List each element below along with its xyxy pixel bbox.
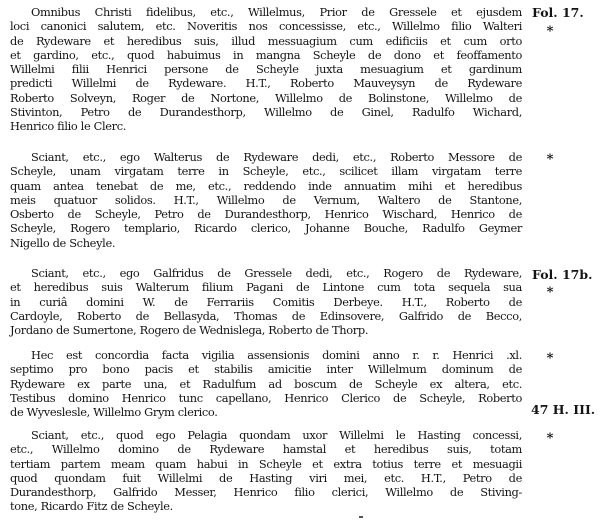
entry-line: tone, Ricardo Fitz de Scheyle. — [10, 499, 173, 514]
entry-line: de Rydeware et heredibus suis, illud messuagium cum edificiis et cum orto — [10, 33, 522, 48]
charter-entry-3 — [10, 266, 522, 337]
entry-line: Durandesthorp, Galfrido Messer, Henrico filio clerici, Willelmo de Stiving- — [10, 485, 522, 500]
entry-line: Scheyle, unam virgatam terre in Scheyle, etc., scilicet illam virgatam terre — [10, 164, 522, 179]
entry-line: in curiâ domini W. de Ferrariis Comitis Derbeye. H.T., Roberto de — [10, 294, 522, 309]
entry-line: Sciant, etc., quod ego Pelagia quondam uxor Willelmi le Hasting concessi, — [31, 428, 522, 442]
entry-line: quod quondam fuit Willelmi de Hasting viri mei, etc. H.T., Petro de — [10, 470, 522, 485]
entry-line: meis quatuor solidos. H.T., Willelmo de Vernum, Waltero de Stantone, — [10, 192, 522, 207]
entry-line: Stivinton, Petro de Durandesthorp, Willelmo de Ginel, Radulfo Wichard, — [10, 105, 522, 120]
entry-line: et gardino, etc., quod habuimus in mangna Scheyle de dono et feoffamento — [10, 47, 522, 62]
entry-line: Sciant, etc., ego Galfridus de Gressele dedi, etc., Rogero de Rydeware, — [31, 266, 522, 280]
entry-line: Roberto Solveyn, Roger de Nortone, Willelmo de Bolinstone, Willelmo de — [10, 90, 522, 105]
entry-line: Sciant, etc., ego Walterus de Rydeware dedi, etc., Roberto Messore de — [31, 150, 522, 164]
entry-line: Nigello de Scheyle. — [10, 235, 116, 250]
charter-entry-5 — [10, 428, 522, 514]
entry-line: etc., Willelmo domino de Rydeware hamstal et heredibus suis, totam — [10, 442, 522, 457]
entry-line: Jordano de Sumertone, Rogero de Wednislega, Roberto de Thorp. — [10, 323, 369, 338]
entry-line: predicti Willelmi de Rydeware. H.T., Roberto Mauveysyn de Rydeware — [10, 76, 522, 91]
entry-line: Willelmi filii Henrici persone de Scheyle juxta mesuagium et gardinum — [10, 62, 522, 77]
charter-entry-4 — [10, 348, 522, 419]
entry-line: quam antea tenebat de me, etc., reddendo inde annuatim mihi et heredibus — [10, 178, 522, 193]
asterisk-mark: * — [546, 24, 554, 39]
entry-line: Hec est concordia facta vigilia assensionis domini anno r. r. Henrici .xl. — [31, 348, 522, 362]
print-speck — [359, 516, 363, 518]
regnal-year-note: 47 H. III. — [531, 402, 596, 417]
folio-note: Fol. 17b. — [532, 267, 593, 282]
entry-line: Rydeware ex parte una, et Radulfum ad boscum de Scheyle ex altera, etc. — [10, 376, 522, 391]
asterisk-mark: * — [546, 152, 554, 167]
entry-line: tertiam partem meam quam habui in Scheyle et extra totius terre et mesuagii — [10, 456, 522, 471]
entry-line: Omnibus Christi fidelibus, etc., Willelmus, Prior de Gressele et ejusdem — [31, 5, 522, 19]
entry-line: Osberto de Scheyle, Petro de Durandesthorp, Henrico Wischard, Henrico de — [10, 207, 522, 222]
entry-line: septimo pro bono pacis et stabilis amicitie inter Willelmum dominum de — [10, 362, 522, 377]
entry-line: loci canonici salutem, etc. Noveritis nos concessisse, etc., Willelmo filio Walteri — [10, 19, 522, 34]
entry-line: Henrico filio le Clerc. — [10, 119, 127, 134]
charter-entry-1 — [10, 5, 522, 134]
entry-line: Testibus domino Henrico tunc capellano, Henrico Clerico de Scheyle, Roberto — [10, 390, 522, 405]
entry-line: Cardoyle, Roberto de Bellasyda, Thomas de Edinsovere, Galfrido de Becco, — [10, 308, 522, 323]
asterisk-mark: * — [546, 351, 554, 366]
asterisk-mark: * — [546, 285, 554, 300]
entry-line: et heredibus suis Walterum filium Pagani de Lintone cum tota sequela sua — [10, 280, 522, 295]
folio-note: Fol. 17. — [532, 5, 584, 20]
entry-line: Scheyle, Rogero templario, Ricardo clerico, Johanne Bouche, Radulfo Geymer — [10, 221, 522, 236]
asterisk-mark: * — [546, 431, 554, 446]
charter-entry-2 — [10, 150, 522, 250]
entry-line: de Wyveslesle, Willelmo Grym clerico. — [10, 405, 218, 420]
